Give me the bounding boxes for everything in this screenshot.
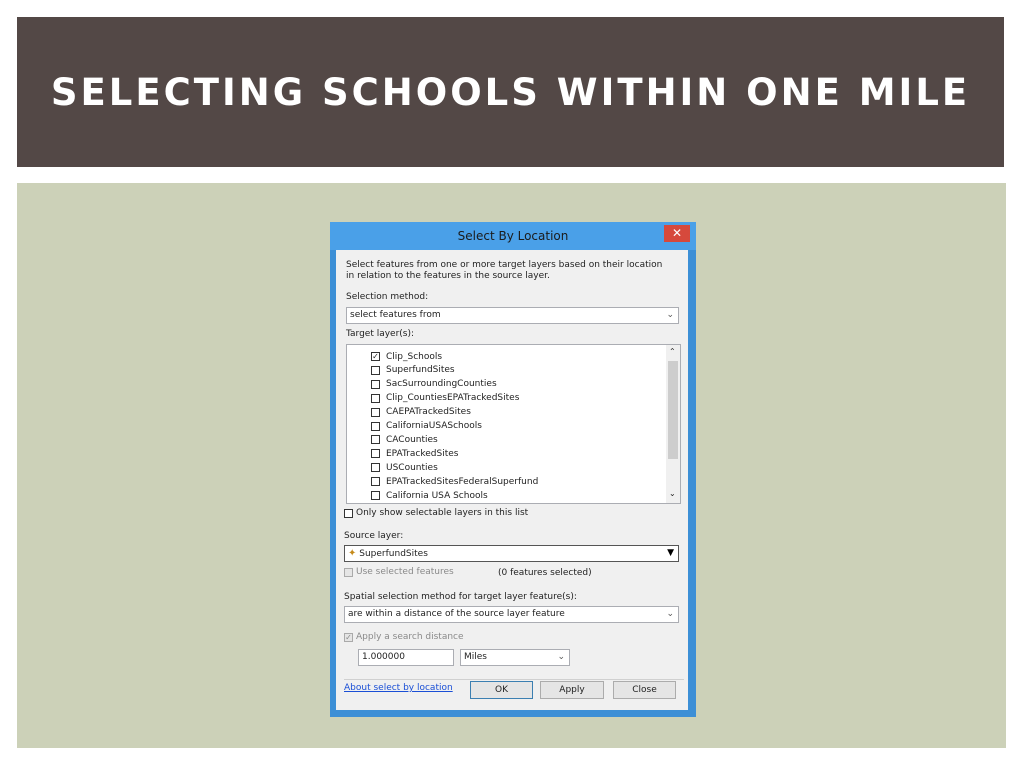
checkbox-icon[interactable] <box>371 463 380 472</box>
distance-unit-value: Miles <box>464 652 487 662</box>
list-item[interactable] <box>371 489 488 502</box>
checkbox-icon[interactable] <box>371 491 380 500</box>
list-item[interactable] <box>371 447 458 460</box>
checkbox-icon[interactable] <box>371 477 380 486</box>
checkbox-icon[interactable] <box>371 394 380 403</box>
list-item[interactable] <box>371 406 471 419</box>
distance-input[interactable] <box>358 649 454 666</box>
list-item[interactable] <box>371 378 497 391</box>
checkmark-icon[interactable]: ✓ <box>372 352 379 361</box>
checkmark-icon: ✓ <box>345 632 352 642</box>
layer-name: Clip_CountiesEPATrackedSites <box>386 393 520 404</box>
apply-distance-checkbox[interactable] <box>344 632 464 642</box>
selection-method-label: Selection method: <box>346 292 429 302</box>
layer-name: EPATrackedSitesFederalSuperfund <box>386 476 539 487</box>
distance-unit-select[interactable] <box>460 649 570 666</box>
list-item[interactable] <box>371 364 455 377</box>
layer-name: USCounties <box>386 462 438 473</box>
chevron-down-icon: ⌄ <box>666 310 674 320</box>
checkbox-icon[interactable] <box>371 408 380 417</box>
list-item[interactable] <box>371 461 438 474</box>
use-selected-label: Use selected features <box>356 567 454 577</box>
selection-method-value: select features from <box>350 310 441 320</box>
list-item[interactable] <box>371 392 519 405</box>
about-select-by-location-link[interactable]: About select by location <box>344 683 453 693</box>
features-selected-count: (0 features selected) <box>498 568 592 578</box>
target-layers-list <box>346 344 681 504</box>
layer-name: CAEPATrackedSites <box>386 407 471 418</box>
dropdown-arrow-icon: ▼ <box>667 548 674 558</box>
scroll-down-icon[interactable]: ⌄ <box>669 489 676 498</box>
slide-title: SELECTING SCHOOLS WITHIN ONE MILE <box>50 70 971 114</box>
dialog-title: Select By Location <box>457 229 569 243</box>
chevron-down-icon: ⌄ <box>557 652 565 662</box>
list-scrollbar[interactable] <box>666 345 680 503</box>
apply-distance-label: Apply a search distance <box>356 632 464 642</box>
list-item[interactable] <box>371 433 438 446</box>
apply-button[interactable]: Apply <box>540 681 604 699</box>
layer-name: California USA Schools <box>386 490 488 501</box>
dialog-description: Select features from one or more target layers based on their location in relation to the features in the source layer. <box>346 260 663 281</box>
checkbox-icon[interactable] <box>371 449 380 458</box>
distance-value: 1.000000 <box>362 652 405 662</box>
chevron-down-icon: ⌄ <box>666 609 674 619</box>
checkbox-icon <box>344 509 353 518</box>
only-selectable-label: Only show selectable layers in this list <box>356 508 529 518</box>
source-layer-value: SuperfundSites <box>359 549 428 559</box>
list-item[interactable] <box>371 475 538 488</box>
close-button[interactable]: Close <box>613 681 676 699</box>
use-selected-checkbox[interactable] <box>344 567 454 577</box>
spatial-method-value: are within a distance of the source layer feature <box>348 609 565 619</box>
scroll-up-icon[interactable]: ⌃ <box>669 347 676 356</box>
list-item[interactable] <box>371 420 482 433</box>
layer-name: Clip_Schools <box>386 351 443 362</box>
selection-method-select[interactable] <box>346 307 679 324</box>
checkbox-icon[interactable] <box>371 380 380 389</box>
close-icon[interactable]: ✕ <box>664 225 690 242</box>
layer-name: CaliforniaUSASchools <box>386 421 482 431</box>
layer-name: SacSurroundingCounties <box>386 379 497 390</box>
select-by-location-dialog <box>330 222 696 717</box>
dialog-titlebar[interactable] <box>330 222 696 250</box>
layer-name: CACounties <box>386 434 438 445</box>
checkbox-icon[interactable] <box>371 422 380 431</box>
ok-button[interactable]: OK <box>470 681 533 699</box>
source-layer-label: Source layer: <box>344 531 404 541</box>
dialog-body <box>336 250 688 710</box>
checkbox-icon <box>344 568 353 577</box>
source-layer-select[interactable] <box>344 545 679 562</box>
only-selectable-checkbox[interactable] <box>344 508 528 518</box>
slide-title-bar <box>17 17 1004 167</box>
spatial-method-label: Spatial selection method for target layer feature(s): <box>344 592 577 602</box>
spatial-method-select[interactable] <box>344 606 679 623</box>
scroll-thumb[interactable] <box>668 361 678 459</box>
checkbox-icon[interactable] <box>371 366 380 375</box>
point-layer-icon: ✦ <box>348 548 357 559</box>
list-item[interactable] <box>371 350 442 363</box>
checkbox-icon[interactable] <box>371 435 380 444</box>
layer-name: SuperfundSites <box>386 365 455 376</box>
divider <box>344 679 684 680</box>
target-layers-label: Target layer(s): <box>346 329 415 339</box>
layer-name: EPATrackedSites <box>386 448 459 459</box>
